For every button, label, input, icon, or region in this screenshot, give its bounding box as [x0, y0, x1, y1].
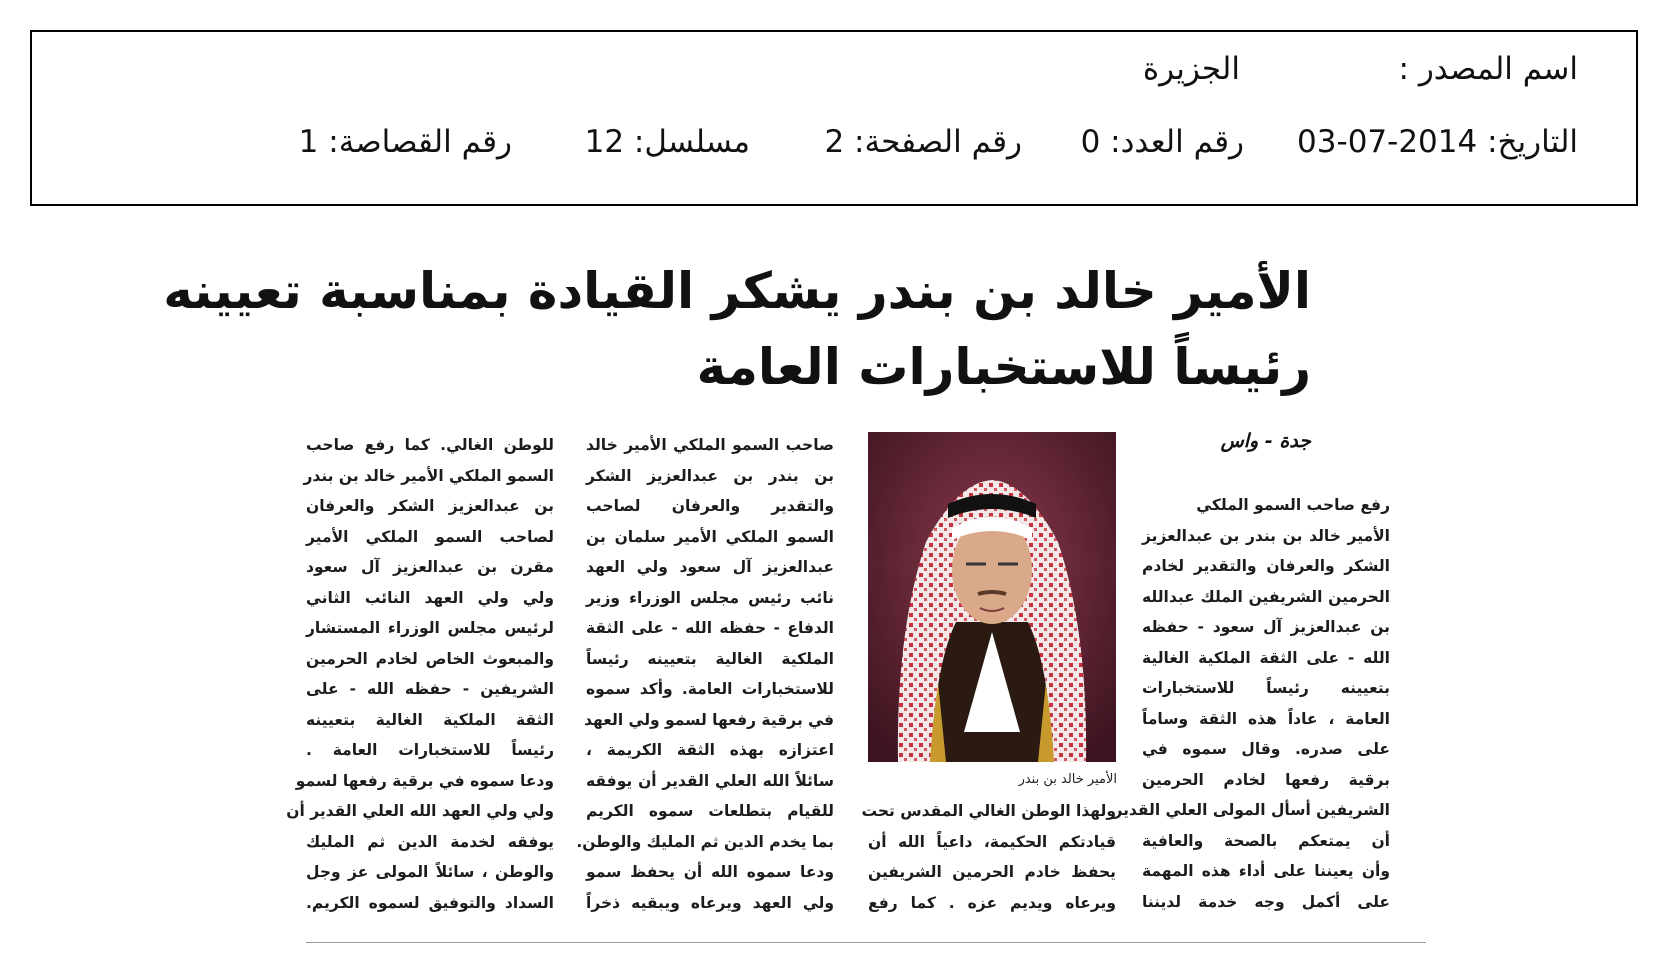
article-column-left [286, 430, 554, 918]
text-line: ودعا سموه في برقية رفعها لسمو [295, 771, 554, 790]
text-line: الشريفين أسأل المولى العلي القدير [1113, 801, 1390, 819]
serial-field: مسلسل: 12 [584, 124, 750, 160]
source-value: الجزيرة [1142, 51, 1240, 87]
text-line: الدفاع - حفظه الله - على الثقة [586, 619, 834, 637]
text-line: عبدالعزيز آل سعود ولي العهد [586, 558, 834, 576]
text-line: في برقية رفعها لسمو ولي العهد [584, 710, 834, 729]
text-line: رئيساً للاستخبارات العامة . [306, 741, 554, 759]
text-line: ولي ولي العهد الله العلي القدير أن [286, 802, 554, 820]
text-line: السداد والتوفيق لسموه الكريم. [306, 893, 554, 912]
source-label: اسم المصدر : [1398, 51, 1578, 87]
text-line: والوطن ، سائلاً المولى عز وجل [306, 863, 554, 881]
article-column-under-photo [861, 796, 1116, 918]
text-line: اعتزازه بهذه الثقة الكريمة ، [586, 741, 834, 759]
text-line: على صدره. وقال سموه في [1142, 740, 1390, 758]
text-line: لرئيس مجلس الوزراء المستشار [306, 619, 554, 637]
text-line: للقيام بتطلعات سموه الكريم [586, 802, 834, 820]
text-line: والتقدير والعرفان لصاحب [586, 497, 834, 515]
article-dateline: جدة - واس [1220, 430, 1311, 452]
text-line: ودعا سموه الله أن يحفظ سمو [586, 863, 834, 881]
text-line: وأن يعيننا على أداء هذه المهمة [1142, 862, 1390, 880]
text-line: بن بندر بن عبدالعزيز الشكر [586, 466, 834, 485]
text-line: رفع صاحب السمو الملكي [1196, 496, 1390, 514]
text-line: الأمير خالد بن بندر بن عبدالعزيز [1142, 526, 1390, 545]
clipping-metadata-box [30, 30, 1638, 206]
text-line: الشكر والعرفان والتقدير لخادم [1142, 557, 1390, 575]
text-line: الحرمين الشريفين الملك عبدالله [1142, 587, 1390, 606]
text-line: ويرعاه ويديم عزه . كما رفع [868, 893, 1116, 912]
text-line: ولهذا الوطن الغالي المقدس تحت [861, 802, 1116, 820]
article-column-middle [576, 430, 834, 918]
text-line: الشريفين - حفظه الله - على [306, 680, 554, 698]
text-line: السمو الملكي الأمير سلمان بن [586, 527, 834, 546]
text-line: ولي ولي العهد النائب الثاني [306, 588, 554, 607]
text-line: يوفقه لخدمة الدين ثم المليك [306, 832, 554, 851]
text-line: ولي العهد ويرعاه ويبقيه ذخراً [586, 893, 834, 912]
text-line: والمبعوث الخاص لخادم الحرمين [306, 649, 554, 668]
article-headline-line-1: الأمير خالد بن بندر يشكر القيادة بمناسبة تعيينه [163, 262, 1311, 320]
text-line: أن يمتعكم بالصحة والعافية [1142, 831, 1390, 850]
text-line: للاستخبارات العامة. وأكد سموه [586, 680, 834, 698]
text-line: بن عبدالعزيز الشكر والعرفان [306, 497, 554, 515]
text-line: للوطن الغالي. كما رفع صاحب [306, 436, 554, 454]
text-line: برقية رفعها لخادم الحرمين [1142, 770, 1390, 789]
text-line: الله - على الثقة الملكية الغالية [1142, 648, 1390, 667]
text-line: السمو الملكي الأمير خالد بن بندر [303, 466, 554, 485]
text-line: الملكية الغالية بتعيينه رئيساً [586, 649, 834, 668]
article-column-right [1113, 490, 1390, 917]
date-field: التاريخ: 2014-07-03 [1297, 124, 1578, 160]
article-headline-line-2: رئيساً للاستخبارات العامة [696, 338, 1311, 396]
text-line: يحفظ خادم الحرمين الشريفين [868, 863, 1116, 881]
page-field: رقم الصفحة: 2 [824, 124, 1022, 160]
text-line: الثقة الملكية الغالية بتعيينه [306, 710, 554, 729]
text-line: على أكمل وجه خدمة لديننا [1142, 892, 1390, 911]
text-line: بما يخدم الدين ثم المليك والوطن. [576, 832, 834, 851]
clip-number-field: رقم القصاصة: 1 [298, 124, 512, 160]
text-line: سائلاً الله العلي القدير أن يوفقه [586, 771, 834, 790]
bottom-divider [306, 942, 1426, 943]
text-line: نائب رئيس مجلس الوزراء وزير [586, 588, 834, 607]
text-line: لصاحب السمو الملكي الأمير [306, 527, 554, 546]
text-line: صاحب السمو الملكي الأمير خالد [586, 436, 834, 454]
text-line: بتعيينه رئيساً للاستخبارات [1142, 679, 1390, 697]
text-line: بن عبدالعزيز آل سعود - حفظه [1142, 618, 1390, 636]
photo-caption: الأمير خالد بن بندر [1018, 772, 1117, 787]
text-line: مقرن بن عبدالعزيز آل سعود [306, 558, 554, 576]
text-line: العامة ، عاداً هذه الثقة وساماً [1142, 709, 1390, 728]
text-line: قيادتكم الحكيمة، داعياً الله أن [868, 832, 1116, 851]
issue-field: رقم العدد: 0 [1080, 124, 1244, 160]
portrait-photo [868, 432, 1116, 762]
